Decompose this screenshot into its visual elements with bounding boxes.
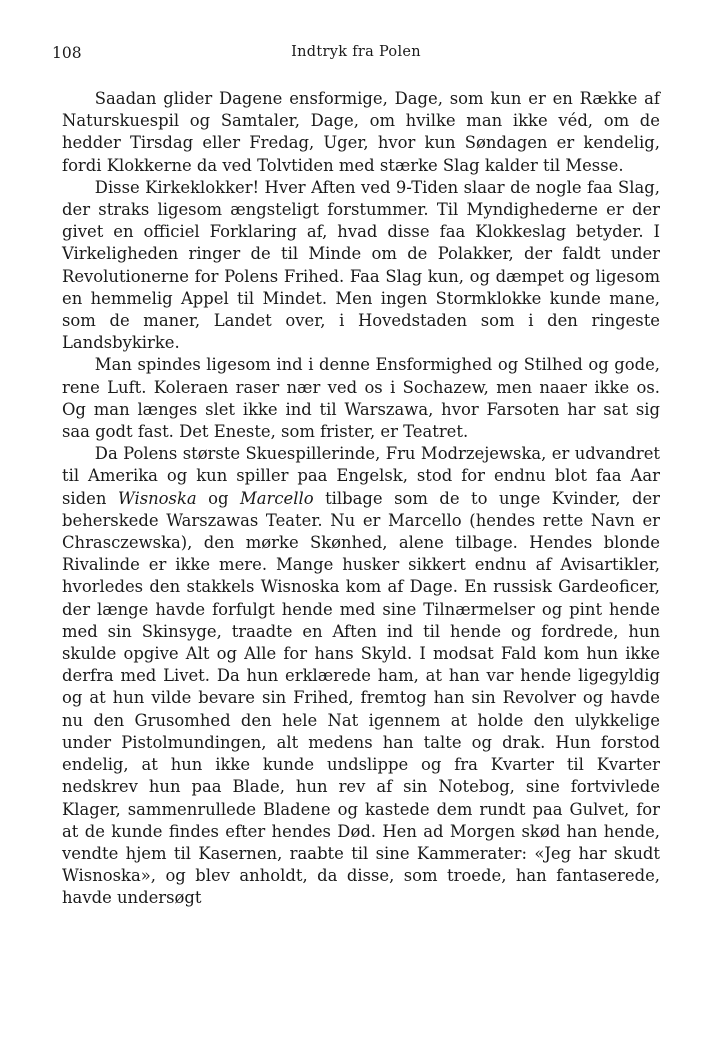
paragraph-text: Man spindes ligesom ind i denne Ensformighed og Stilhed og gode, rene Luft. Koleraen raser nær ved os i Sochazew, men naaer ikke os. Og man længes slet ikke ind til Warszawa, hvor Farsoten har sat sig saa godt fast. Det Eneste, som frister, er Teatret. <box>62 355 660 442</box>
paragraph-text: Disse Kirkeklokker! Hver Aften ved 9-Tiden slaar de nogle faa Slag, der straks ligesom ængsteligt forstummer. Til Myndighederne er der givet en officiel Forklaring af, hvad disse faa Klokkeslag betyder. I Virkeligheden ringer de til Minde om de Polakker, der faldt under Revolutionerne for Polens Frihed. Faa Slag kun, og dæmpet og ligesom en hemmelig Appel til Mindet. Men ingen Stormklokke kunde mane, som de maner, Landet over, i Hovedstaden som i den ringeste Landsbykirke. <box>62 177 660 353</box>
italic-name-marcello: Marcello <box>239 488 314 508</box>
paragraph-text: Da Polens største Skuespillerinde, Fru Modrzejewska, er udvandret til Amerika og kun spiller paa Engelsk, stod for endnu blot faa Aar siden <box>62 444 660 508</box>
body-text <box>62 88 660 910</box>
page-header <box>52 44 660 68</box>
paragraph-text: tilbage som de to unge Kvinder, der beherskede Warszawas Teater. Nu er Marcello (hendes rette Navn er Chrasczewska), den mørke Skønhed, alene tilbage. Hendes blonde Rivalinde er ikke mere. Mange husker sikkert endnu af Avisartikler, hvorledes den stakkels Wisnoska kom af Dage. En russisk Gardeoficer, der længe havde forfulgt hende med sine Tilnærmelser og pint hende med sin Skinsyge, traadte en Aften ind til hende og fordrede, hun skulde opgive Alt og Alle for hans Skyld. I modsat Fald kom hun ikke derfra med Livet. Da hun erklærede ham, at han var hende ligegyldig og at hun vilde bevare sin Frihed, fremtog han sin Revolver og havde nu den Grusomhed den hele Nat igennem at holde den ulykkelige under Pistolmundingen, alt medens han talte og drak. Hun forstod endelig, at hun ikke kunde undslippe og fra Kvarter til Kvarter nedskrev hun paa Blade, hun rev af sin Notebog, sine fortvivlede Klager, sammenrullede Bladene og kastede dem rundt paa Gulvet, for at de kunde findes efter hendes Død. Hen ad Morgen skød han hende, vendte hjem til Kasernen, raabte til sine Kammerater: «Jeg har skudt Wisnoska», og blev anholdt, da disse, som troede, han fantaserede, havde undersøgt <box>62 488 660 908</box>
page-number: 108 <box>52 44 82 62</box>
paragraph-text: og <box>196 488 240 508</box>
paragraph-1 <box>62 88 660 177</box>
running-title: Indtryk fra Polen <box>291 44 421 60</box>
paragraph-2 <box>62 177 660 355</box>
paragraph-text: Saadan glider Dagene ensformige, Dage, som kun er en Række af Naturskuespil og Samtaler, Dage, om hvilke man ikke véd, om de hedder Tirsdag eller Fredag, Uger, hvor kun Søndagen er kendelig, fordi Klokkerne da ved Tolvtiden med stærke Slag kalder til Messe. <box>62 89 660 175</box>
italic-name-wisnoska: Wisnoska <box>117 488 197 508</box>
paragraph-3 <box>62 354 660 443</box>
paragraph-4 <box>62 443 660 909</box>
